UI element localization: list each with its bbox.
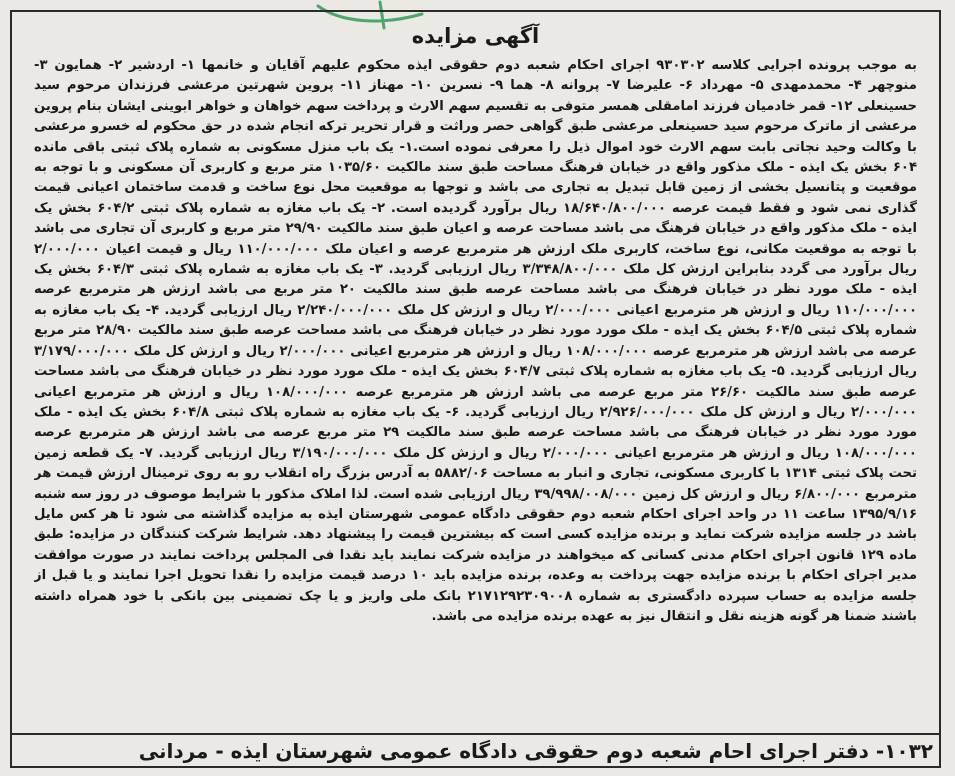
notice-border xyxy=(10,10,941,768)
notice-body: به موجب پرونده اجرایی کلاسه ۹۳۰۳۰۲ اجرای احکام شعبه دوم حقوقی ایذه محکوم علیهم آقایان و خانمها ۱- اردشیر ۲- همایون ۳- منوچهر ۴- محمدمهدی ۵- مهرداد ۶- علیرضا ۷- پروانه ۸- هما ۹- نسرین ۱۰- مهناز ۱۱- پروین شهرتین مرعشی فرزندان مرحوم سید حسینعلی ۱۲- قمر خادمیان فرزند امامقلی همسر متوفی به تقسیم سهم الارث و پرداخت سهم خواهان و خواهر ابوینی ایشان بنام پروین مرعشی از ماترک مرحوم سید حسینعلی مرعشی طبق گواهی حصر وراثت و قرار تحریر ترکه انجام شده در حق محکوم له خسرو مرعشی با وکالت وحید نجاتی بابت سهم الارث خود اموال ذیل را معرفی نموده است.۱- یک باب منزل مسکونی به شماره پلاک ثبتی باقی مانده ۶۰۴ بخش یک ایذه - ملک مذکور واقع در خیابان فرهنگ مساحت طبق سند مالکیت ۱۰۳۵/۶۰ متر مربع و کاربری آن مسکونی و با توجه به موقعیت و پتانسیل بخشی از زمین قابل تبدیل به تجاری می باشد و توجها به موقعیت محل نوع ساخت و قدمت ساختمان اعیانی قیمت گذاری نمی شود و فقط قیمت عرصه ۱۸/۶۴۰/۸۰۰/۰۰۰ ریال برآورد گردیده است. ۲- یک باب مغازه به شماره پلاک ثبتی ۶۰۴/۲ بخش یک ایذه - ملک مذکور واقع در خیابان فرهنگ می باشد مساحت عرصه و اعیان طبق سند مالکیت ۲۹/۹۰ متر مربع و کاربری آن تجاری می باشد با توجه به موقعیت مکانی، نوع ساخت، کاربری ملک ارزش هر مترمربع عرصه و اعیان ملک ۱۱۰/۰۰۰/۰۰۰ ریال و قیمت اعیان ۲/۰۰۰/۰۰۰ ریال برآورد می گردد بنابراین ارزش کل ملک ۳/۳۴۸/۸۰۰/۰۰۰ ریال ارزیابی گردید. ۳- یک باب مغازه به شماره پلاک ثبتی ۶۰۴/۳ بخش یک ایذه - ملک مورد نظر در خیابان فرهنگ می باشد مساحت عرصه طبق سند مالکیت ۲۰ متر مربع می باشد ارزش هر مترمربع عرصه ۱۱۰/۰۰۰/۰۰۰ ریال و ارزش هر مترمربع اعیانی ۲/۰۰۰/۰۰۰ ریال و ارزش کل ملک ۲/۲۴۰/۰۰۰/۰۰۰ ریال ارزیابی گردید. ۴- یک باب مغازه به شماره پلاک ثبتی ۶۰۴/۵ بخش یک ایذه - ملک مورد مورد نظر در خیابان فرهنگ می باشد مساحت عرصه طبق سند مالکیت ۲۸/۹۰ متر مربع عرصه می باشد ارزش هر مترمربع عرصه ۱۰۸/۰۰۰/۰۰۰ ریال و ارزش هر مترمربع اعیانی ۲/۰۰۰/۰۰۰ ریال و ارزش کل ملک ۳/۱۷۹/۰۰۰/۰۰۰ ریال ارزیابی گردید. ۵- یک باب مغازه به شماره پلاک ثبتی ۶۰۴/۷ بخش یک ایذه - ملک مورد مورد نظر در خیابان فرهنگ می باشد مساحت عرصه طبق سند مالکیت ۲۶/۶۰ متر مربع عرصه می باشد ارزش هر مترمربع عرصه ۱۰۸/۰۰۰/۰۰۰ ریال و ارزش هر مترمربع اعیانی ۲/۰۰۰/۰۰۰ ریال و ارزش کل ملک ۲/۹۲۶/۰۰۰/۰۰۰ ریال ارزیابی گردید. ۶- یک باب مغازه به شماره پلاک ثبتی ۶۰۴/۸ بخش یک ایذه - ملک مورد مورد نظر در خیابان فرهنگ می باشد مساحت عرصه طبق سند مالکیت ۲۹ متر مربع عرصه می باشد ارزش هر مترمربع عرصه ۱۰۸/۰۰۰/۰۰۰ ریال و ارزش هر مترمربع اعیانی ۲/۰۰۰/۰۰۰ ریال و ارزش کل ملک ۳/۱۹۰/۰۰۰/۰۰۰ ریال ارزیابی گردید. ۷- یک قطعه زمین تحت پلاک ثبتی ۱۳۱۴ با کاربری مسکونی، تجاری و انبار به مساحت ۵۸۸۲/۰۶ به آدرس بزرگ راه انقلاب رو به روی ترمینال ارزش قیمت هر مترمربع ۶/۸۰۰/۰۰۰ ریال و ارزش کل زمین ۳۹/۹۹۸/۰۰۸/۰۰۰ ریال ارزیابی شده است. لذا املاک مذکور با شرایط موصوف در روز سه شنبه ۱۳۹۵/۹/۱۶ ساعت ۱۱ در واحد اجرای احکام شعبه دوم حقوقی دادگاه عمومی شهرستان ایذه به مزایده گذاشته می شود تا هر کس مایل باشد در جلسه مزایده شرکت نماید و برنده مزایده کسی است که بیشترین قیمت را پیشنهاد دهد. شرایط شرکت کنندگان در مزایده: طبق ماده ۱۲۹ قانون اجرای احکام مدنی کسانی که میخواهند در مزایده شرکت نمایند باید نقدا فی المجلس پرداخت نمایند در صورت موافقت مدیر اجرای احکام با برنده مزایده جهت پرداخت به وعده، برنده مزایده باید ۱۰ درصد قیمت مزایده را نقدا تحویل اجرا نمایند و یا قبل از جلسه مزایده به حساب سپرده دادگستری به شماره ۲۱۷۱۲۹۲۳۰۹۰۰۸ بانک ملی واریز و یا چک تضمینی بین بانکی با خود همراه داشته باشند ضمنا هر گونه هزینه نقل و انتقال نیز به عهده برنده مزایده می باشد. xyxy=(34,58,917,624)
notice-footer: ۱۰۳۲- دفتر اجرای احام شعبه دوم حقوقی دادگاه عمومی شهرستان ایذه - مردانی xyxy=(138,739,933,763)
footer-divider xyxy=(10,733,941,735)
notice-title: آگهی مزایده xyxy=(411,24,540,48)
